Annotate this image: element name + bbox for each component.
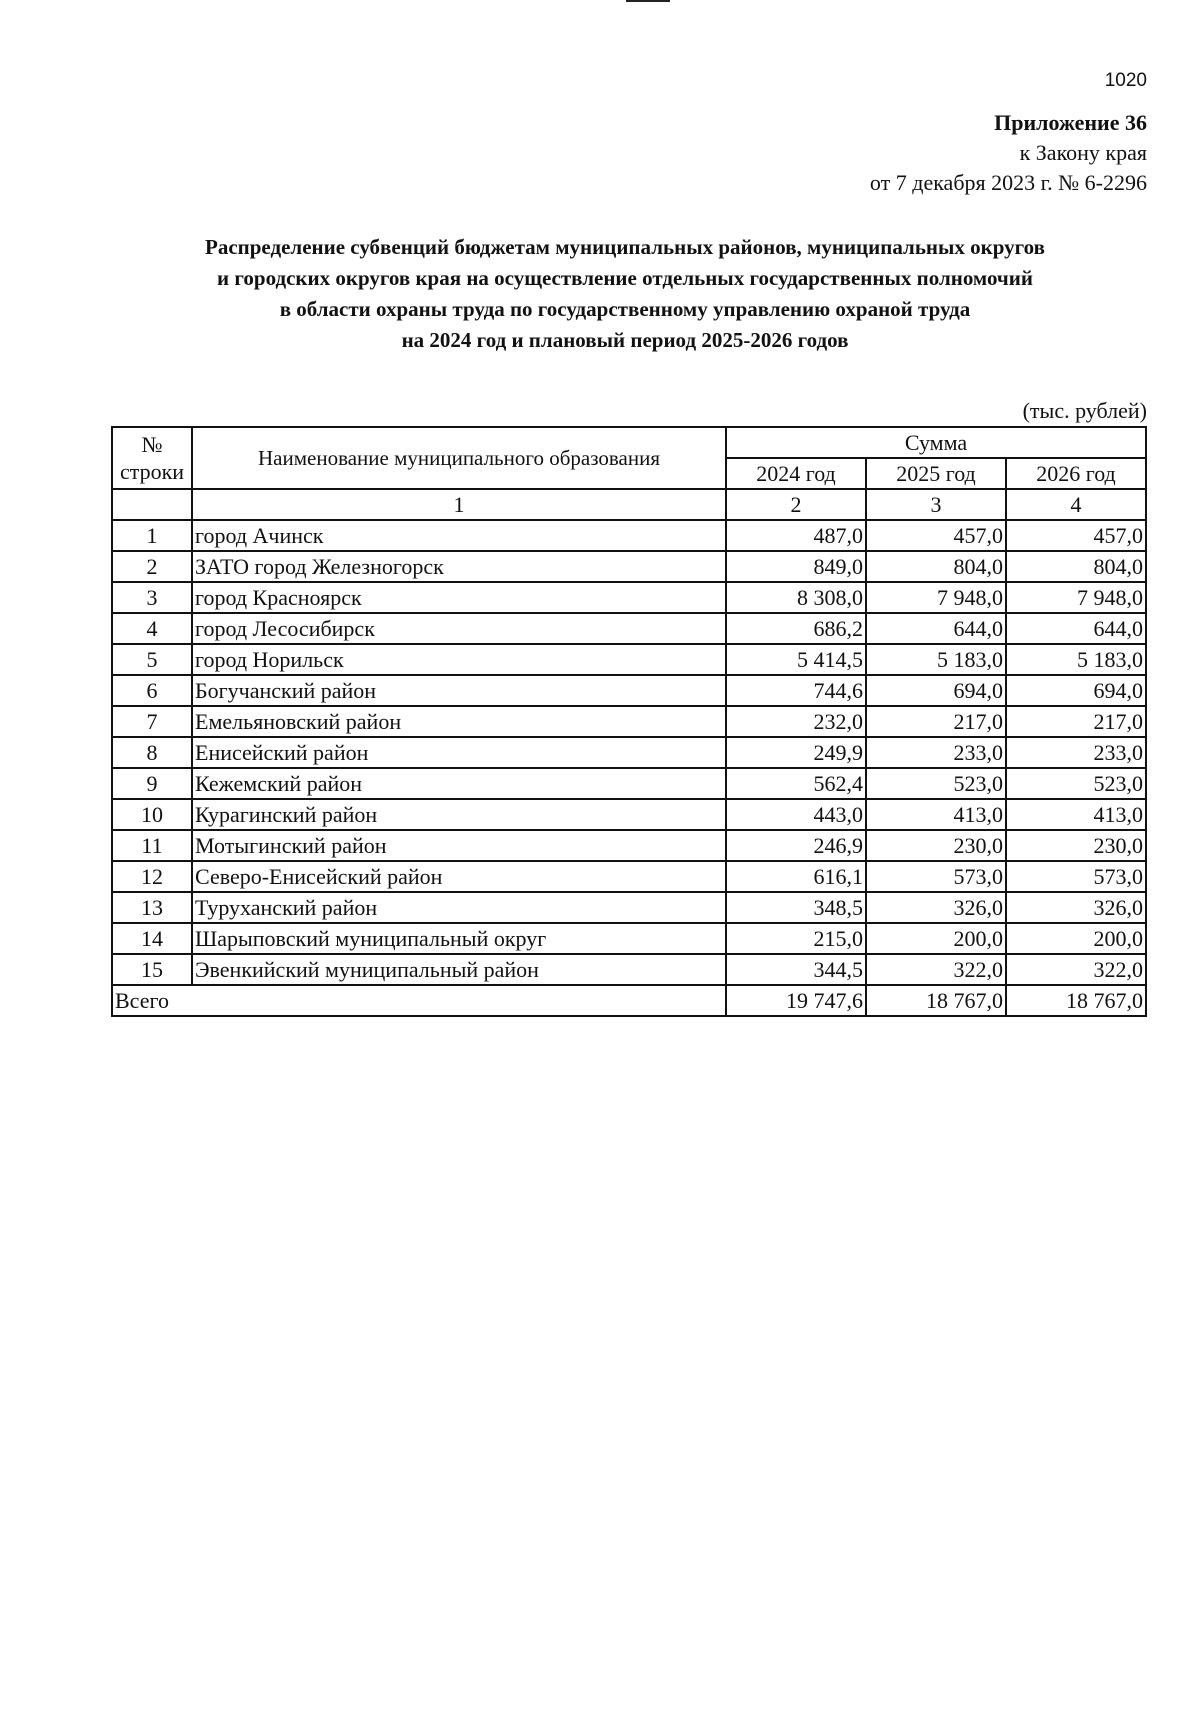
row-number: 2 <box>112 551 192 582</box>
row-number: 12 <box>112 861 192 892</box>
row-number: 6 <box>112 675 192 706</box>
row-number: 10 <box>112 799 192 830</box>
value-2025: 217,0 <box>866 706 1006 737</box>
municipality-name: Мотыгинский район <box>192 830 726 861</box>
column-number: 4 <box>1006 489 1146 520</box>
value-2025: 694,0 <box>866 675 1006 706</box>
row-number: 15 <box>112 954 192 985</box>
total-row <box>112 985 1146 1016</box>
row-number: 7 <box>112 706 192 737</box>
municipality-name: Емельяновский район <box>192 706 726 737</box>
row-number: 13 <box>112 892 192 923</box>
municipality-name: город Ачинск <box>192 520 726 551</box>
value-2024: 487,0 <box>726 520 866 551</box>
name-header: Наименование муниципального образования <box>192 427 726 489</box>
municipality-name: Шарыповский муниципальный округ <box>192 923 726 954</box>
municipality-name: Курагинский район <box>192 799 726 830</box>
row-number: 3 <box>112 582 192 613</box>
municipality-name: Богучанский район <box>192 675 726 706</box>
value-2024: 249,9 <box>726 737 866 768</box>
municipality-name: Енисейский район <box>192 737 726 768</box>
municipality-name: город Норильск <box>192 644 726 675</box>
table-row <box>112 520 1146 551</box>
value-2025: 644,0 <box>866 613 1006 644</box>
value-2025: 413,0 <box>866 799 1006 830</box>
annex-title: Приложение 36 <box>994 110 1147 135</box>
table-row <box>112 892 1146 923</box>
value-2025: 233,0 <box>866 737 1006 768</box>
year-2025-header: 2025 год <box>866 458 1006 489</box>
row-number: 14 <box>112 923 192 954</box>
table-row <box>112 613 1146 644</box>
table-row <box>112 551 1146 582</box>
value-2025: 5 183,0 <box>866 644 1006 675</box>
value-2026: 217,0 <box>1006 706 1146 737</box>
row-number: 8 <box>112 737 192 768</box>
total-2025: 18 767,0 <box>866 985 1006 1016</box>
column-number: 3 <box>866 489 1006 520</box>
annex-law-date: от 7 декабря 2023 г. № 6-2296 <box>869 170 1147 195</box>
title-line: и городских округов края на осуществление отдельных государственных полномочий <box>217 266 1033 290</box>
value-2025: 573,0 <box>866 861 1006 892</box>
municipality-name: ЗАТО город Железногорск <box>192 551 726 582</box>
annex-block <box>870 108 1147 198</box>
table-row <box>112 923 1146 954</box>
units-label: (тыс. рублей) <box>1022 398 1147 423</box>
row-number-header <box>112 427 192 489</box>
value-2025: 804,0 <box>866 551 1006 582</box>
column-numbers-row <box>112 489 1146 520</box>
value-2024: 443,0 <box>726 799 866 830</box>
column-number: 1 <box>192 489 726 520</box>
value-2025: 7 948,0 <box>866 582 1006 613</box>
value-2026: 7 948,0 <box>1006 582 1146 613</box>
sum-header: Сумма <box>726 427 1146 458</box>
value-2024: 348,5 <box>726 892 866 923</box>
page-number: 1020 <box>1104 70 1147 91</box>
value-2024: 246,9 <box>726 830 866 861</box>
municipality-name: город Красноярск <box>192 582 726 613</box>
table-row <box>112 830 1146 861</box>
table-row <box>112 582 1146 613</box>
value-2026: 573,0 <box>1006 861 1146 892</box>
value-2025: 200,0 <box>866 923 1006 954</box>
table-row <box>112 737 1146 768</box>
table-row <box>112 861 1146 892</box>
title-line: Распределение субвенций бюджетам муниципальных районов, муниципальных округов <box>205 235 1045 259</box>
table-row <box>112 675 1146 706</box>
value-2024: 5 414,5 <box>726 644 866 675</box>
subsidy-table <box>111 426 1147 1017</box>
value-2026: 413,0 <box>1006 799 1146 830</box>
value-2026: 326,0 <box>1006 892 1146 923</box>
value-2025: 457,0 <box>866 520 1006 551</box>
row-number: 11 <box>112 830 192 861</box>
row-number: 1 <box>112 520 192 551</box>
value-2026: 5 183,0 <box>1006 644 1146 675</box>
value-2026: 457,0 <box>1006 520 1146 551</box>
municipality-name: город Лесосибирск <box>192 613 726 644</box>
value-2025: 326,0 <box>866 892 1006 923</box>
municipality-name: Северо-Енисейский район <box>192 861 726 892</box>
table-header-row <box>112 427 1146 458</box>
row-number: 5 <box>112 644 192 675</box>
value-2026: 644,0 <box>1006 613 1146 644</box>
value-2024: 232,0 <box>726 706 866 737</box>
column-number <box>112 489 192 520</box>
value-2024: 215,0 <box>726 923 866 954</box>
title-line: на 2024 год и плановый период 2025-2026 годов <box>401 328 849 352</box>
value-2024: 344,5 <box>726 954 866 985</box>
year-2026-header: 2026 год <box>1006 458 1146 489</box>
document-title <box>100 232 1150 356</box>
value-2026: 694,0 <box>1006 675 1146 706</box>
value-2024: 849,0 <box>726 551 866 582</box>
municipality-name: Туруханский район <box>192 892 726 923</box>
total-2026: 18 767,0 <box>1006 985 1146 1016</box>
total-2024: 19 747,6 <box>726 985 866 1016</box>
year-2024-header: 2024 год <box>726 458 866 489</box>
value-2026: 200,0 <box>1006 923 1146 954</box>
row-number-header-symbol: № <box>141 432 163 457</box>
value-2024: 744,6 <box>726 675 866 706</box>
value-2024: 686,2 <box>726 613 866 644</box>
value-2024: 8 308,0 <box>726 582 866 613</box>
value-2026: 230,0 <box>1006 830 1146 861</box>
value-2025: 322,0 <box>866 954 1006 985</box>
value-2025: 230,0 <box>866 830 1006 861</box>
row-number-header-word: строки <box>119 459 185 484</box>
municipality-name: Кежемский район <box>192 768 726 799</box>
value-2024: 562,4 <box>726 768 866 799</box>
table-row <box>112 768 1146 799</box>
table-row <box>112 644 1146 675</box>
row-number: 4 <box>112 613 192 644</box>
total-label: Всего <box>112 985 726 1016</box>
top-scan-mark <box>626 0 670 2</box>
value-2026: 322,0 <box>1006 954 1146 985</box>
value-2026: 523,0 <box>1006 768 1146 799</box>
value-2025: 523,0 <box>866 768 1006 799</box>
column-number: 2 <box>726 489 866 520</box>
table-row <box>112 954 1146 985</box>
table-row <box>112 799 1146 830</box>
municipality-name: Эвенкийский муниципальный район <box>192 954 726 985</box>
table-body <box>112 520 1146 1016</box>
table-row <box>112 706 1146 737</box>
value-2026: 233,0 <box>1006 737 1146 768</box>
value-2026: 804,0 <box>1006 551 1146 582</box>
row-number: 9 <box>112 768 192 799</box>
value-2024: 616,1 <box>726 861 866 892</box>
title-line: в области охраны труда по государственному управлению охраной труда <box>279 297 971 321</box>
annex-law-ref: к Закону края <box>1019 140 1147 165</box>
